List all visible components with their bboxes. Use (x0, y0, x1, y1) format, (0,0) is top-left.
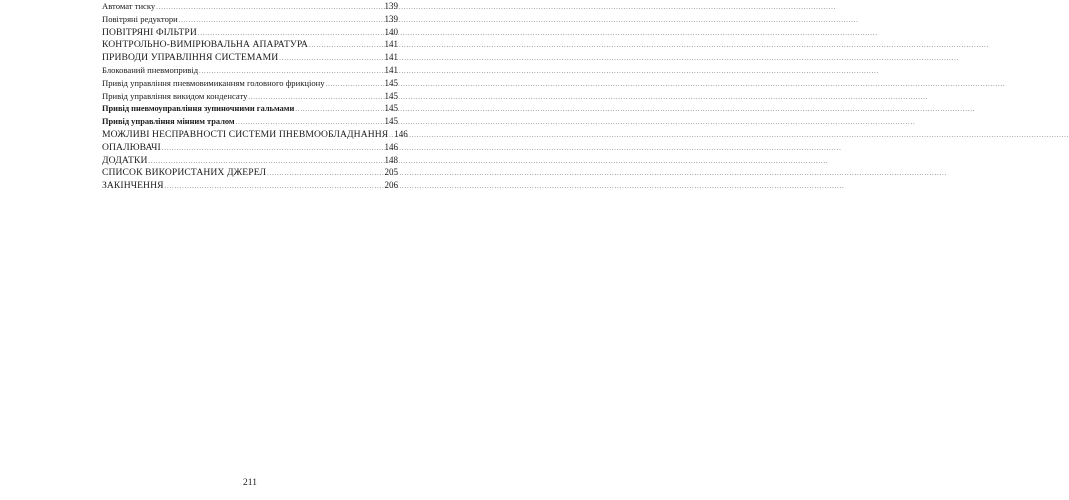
toc-entry[interactable] (102, 51, 398, 64)
toc-entry-title: ПОВІТРЯНІ ФІЛЬТРИ (102, 26, 197, 38)
toc-entry-page: 141 (384, 39, 398, 50)
toc-entry-title: Привід пневмоуправління зупиночними гальмами (102, 104, 295, 114)
toc-entry-page: 145 (384, 116, 398, 127)
table-of-contents (102, 0, 408, 192)
toc-entry[interactable] (102, 128, 408, 141)
toc-entry-title: ПРИВОДИ УПРАВЛІННЯ СИСТЕМАМИ (102, 52, 279, 64)
toc-entry-title: ДОДАТКИ (102, 154, 148, 166)
toc-entry-page: 206 (384, 180, 398, 191)
toc-entry-page: 139 (384, 1, 398, 11)
toc-entry[interactable] (102, 64, 398, 77)
toc-entry[interactable] (102, 102, 398, 115)
toc-dot-leader (279, 53, 383, 66)
toc-entry-page: 140 (384, 26, 398, 37)
toc-entry-title: ЗАКІНЧЕННЯ (102, 180, 164, 192)
toc-entry-page: 148 (384, 154, 398, 165)
toc-dot-leader (162, 143, 384, 156)
toc-entry-title: СПИСОК ВИКОРИСТАНИХ ДЖЕРЕЛ (102, 167, 267, 179)
page-number: 211 (243, 478, 257, 488)
toc-entry[interactable] (102, 166, 398, 179)
toc-entry[interactable] (102, 179, 398, 192)
toc-dot-leader (326, 79, 384, 92)
toc-entry-title: Привід управління пневмовимиканням головного фрикціону (102, 77, 325, 88)
toc-dot-leader (309, 40, 383, 53)
toc-entry[interactable] (102, 141, 398, 154)
toc-entry[interactable] (102, 115, 398, 128)
toc-entry-page: 145 (384, 103, 398, 114)
toc-entry-page: 141 (384, 52, 398, 63)
toc-entry-title: Привід управління мінним тралом (102, 117, 235, 127)
toc-entry-page: 146 (384, 141, 398, 152)
toc-entry-title: Автомат тиску (102, 1, 156, 11)
toc-entry[interactable] (102, 154, 398, 167)
toc-entry-page: 145 (384, 77, 398, 88)
toc-dot-leader (165, 181, 384, 194)
toc-dot-leader (295, 104, 383, 117)
toc-entry-title: Привід управління викидом конденсату (102, 90, 248, 101)
document-page (0, 0, 500, 500)
toc-entry[interactable] (102, 0, 398, 13)
toc-entry-title: КОНТРОЛЬНО-ВИМІРЮВАЛЬНА АПАРАТУРА (102, 39, 309, 51)
toc-entry-page: 205 (384, 167, 398, 178)
toc-entry-title: Повітряні редуктори (102, 13, 178, 24)
toc-entry[interactable] (102, 13, 398, 26)
toc-entry-page: 141 (384, 64, 398, 75)
toc-entry[interactable] (102, 38, 398, 51)
toc-entry-title: МОЖЛИВІ НЕСПРАВНОСТІ СИСТЕМИ ПНЕВМООБЛАДНАННЯ (102, 128, 389, 140)
toc-entry[interactable] (102, 26, 398, 39)
toc-entry-title: Блокований пневмопривід (102, 64, 199, 75)
toc-entry-page: 146 (394, 128, 408, 139)
toc-entry[interactable] (102, 77, 398, 90)
toc-entry-page: 145 (384, 90, 398, 101)
toc-dot-leader (156, 2, 383, 15)
toc-entry-page: 139 (384, 13, 398, 24)
toc-entry[interactable] (102, 90, 398, 103)
toc-dot-leader (179, 15, 384, 28)
toc-entry-title: ОПАЛЮВАЧІ (102, 141, 161, 153)
toc-dot-leader (267, 168, 383, 181)
